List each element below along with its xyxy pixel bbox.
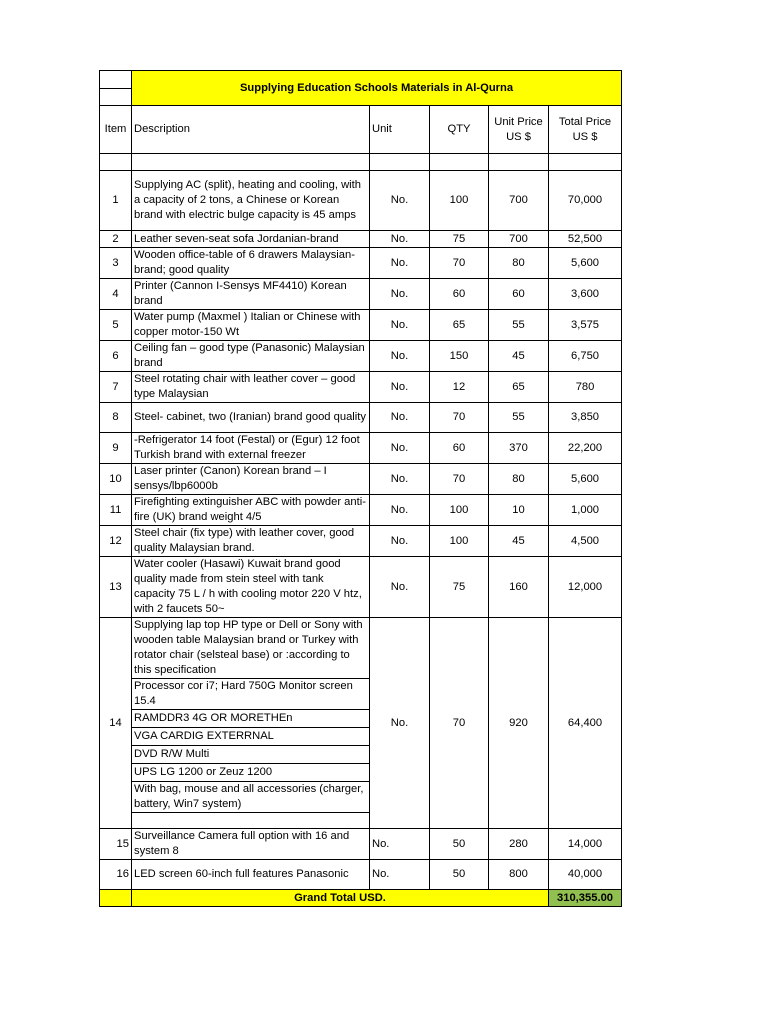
grand-total-label: Grand Total USD. (132, 890, 549, 907)
grand-total-value: 310,355.00 (549, 890, 622, 907)
item-unit-price: 80 (489, 464, 549, 495)
item-unit: No. (370, 279, 430, 310)
item-unit: No. (370, 618, 430, 829)
item-unit-price: 160 (489, 557, 549, 618)
item-spec-line: UPS LG 1200 or Zeuz 1200 (132, 764, 370, 782)
item-unit: No. (370, 372, 430, 403)
item-number: 4 (100, 279, 132, 310)
header-row (100, 106, 622, 154)
item-description: Ceiling fan – good type (Panasonic) Malaysian brand (132, 341, 370, 372)
item-qty: 75 (430, 231, 489, 248)
item-qty: 150 (430, 341, 489, 372)
item-number: 3 (100, 248, 132, 279)
table-row (100, 231, 622, 248)
item-unit: No. (370, 403, 430, 433)
item-spec-line: With bag, mouse and all accessories (charger, battery, Win7 system) (132, 782, 370, 813)
grand-total-row (100, 890, 622, 907)
item-unit: No. (370, 829, 430, 860)
item-unit-price: 60 (489, 279, 549, 310)
table-row (100, 495, 622, 526)
item-spec-line (132, 813, 370, 829)
table-row (100, 829, 622, 860)
item-total-price: 52,500 (549, 231, 622, 248)
item-total-price: 12,000 (549, 557, 622, 618)
item-qty: 65 (430, 310, 489, 341)
item-unit: No. (370, 310, 430, 341)
table-row (100, 464, 622, 495)
item-qty: 60 (430, 279, 489, 310)
item-description: Water cooler (Hasawi) Kuwait brand good quality made from stein steel with tank capacity 75 L / h with cooling motor 220 V htz, with 2 faucets 50~ (132, 557, 370, 618)
item-unit: No. (370, 341, 430, 372)
table-row (100, 557, 622, 618)
item-number: 10 (100, 464, 132, 495)
item-unit: No. (370, 248, 430, 279)
item-number: 9 (100, 433, 132, 464)
item-number: 1 (100, 171, 132, 231)
materials-table (99, 70, 622, 907)
item-description: Printer (Cannon I-Sensys MF4410) Korean brand (132, 279, 370, 310)
item-spec-line: DVD R/W Multi (132, 746, 370, 764)
item-unit: No. (370, 464, 430, 495)
item-unit: No. (370, 495, 430, 526)
table-row (100, 372, 622, 403)
item-unit-price: 10 (489, 495, 549, 526)
item-unit-price: 370 (489, 433, 549, 464)
item-description: -Refrigerator 14 foot (Festal) or (Egur) 12 foot Turkish brand with external freezer (132, 433, 370, 464)
table-row (100, 279, 622, 310)
item-description: Steel rotating chair with leather cover – good type Malaysian (132, 372, 370, 403)
item-total-price: 4,500 (549, 526, 622, 557)
item-total-price: 3,575 (549, 310, 622, 341)
table-row (100, 433, 622, 464)
item-number: 2 (100, 231, 132, 248)
item-unit: No. (370, 171, 430, 231)
blank-cell (100, 71, 132, 89)
item-total-price: 3,850 (549, 403, 622, 433)
header-unit: Unit (370, 106, 430, 154)
item-unit: No. (370, 433, 430, 464)
item-number: 16 (100, 860, 132, 890)
item-qty: 100 (430, 526, 489, 557)
item-number: 15 (100, 829, 132, 860)
item-unit-price: 700 (489, 171, 549, 231)
grand-total-blank (100, 890, 132, 907)
item-description: Laser printer (Canon) Korean brand – I sensys/lbp6000b (132, 464, 370, 495)
item-total-price: 22,200 (549, 433, 622, 464)
item-number: 11 (100, 495, 132, 526)
item-unit-price: 800 (489, 860, 549, 890)
item-total-price: 780 (549, 372, 622, 403)
item-total-price: 5,600 (549, 248, 622, 279)
item-qty: 70 (430, 248, 489, 279)
item-unit-price: 920 (489, 618, 549, 829)
item-spec-line: RAMDDR3 4G OR MORETHEn (132, 710, 370, 728)
item-description: Water pump (Maxmel ) Italian or Chinese with copper motor-150 Wt (132, 310, 370, 341)
item-unit-price: 45 (489, 526, 549, 557)
item-total-price: 1,000 (549, 495, 622, 526)
item-total-price: 3,600 (549, 279, 622, 310)
table-row (100, 403, 622, 433)
item-description: Surveillance Camera full option with 16 and system 8 (132, 829, 370, 860)
item-unit-price: 55 (489, 403, 549, 433)
item-qty: 70 (430, 403, 489, 433)
item-total-price: 6,750 (549, 341, 622, 372)
item-unit-price: 280 (489, 829, 549, 860)
item-qty: 70 (430, 618, 489, 829)
item-number: 13 (100, 557, 132, 618)
item-unit-price: 80 (489, 248, 549, 279)
item-number: 7 (100, 372, 132, 403)
item-number: 5 (100, 310, 132, 341)
item-number: 6 (100, 341, 132, 372)
item-description: Supplying AC (split), heating and cooling, with a capacity of 2 tons, a Chinese or Korean brand with electric bulge capacity is 45 amps (132, 171, 370, 231)
item-description: LED screen 60-inch full features Panasonic (132, 860, 370, 890)
table-row (100, 526, 622, 557)
item-qty: 50 (430, 829, 489, 860)
item-total-price: 5,600 (549, 464, 622, 495)
item-number: 14 (100, 618, 132, 829)
item-qty: 100 (430, 171, 489, 231)
table-row (100, 341, 622, 372)
table-row (100, 248, 622, 279)
item-spec-line: Supplying lap top HP type or Dell or Sony with wooden table Malaysian brand or Turkey with rotator chair (selsteal base) or :according to this specification (132, 618, 370, 679)
spacer-row (100, 154, 622, 171)
item-unit-price: 65 (489, 372, 549, 403)
item-spec-line: VGA CARDIG EXTERRNAL (132, 728, 370, 746)
table-row (100, 618, 622, 679)
header-unit-price: Unit Price US $ (489, 106, 549, 154)
item-total-price: 70,000 (549, 171, 622, 231)
item-qty: 12 (430, 372, 489, 403)
item-unit: No. (370, 231, 430, 248)
item-description: Leather seven-seat sofa Jordanian-brand (132, 231, 370, 248)
item-qty: 70 (430, 464, 489, 495)
item-unit: No. (370, 860, 430, 890)
sheet-title: Supplying Education Schools Materials in Al-Qurna (132, 71, 622, 106)
item-total-price: 64,400 (549, 618, 622, 829)
item-total-price: 40,000 (549, 860, 622, 890)
header-qty: QTY (430, 106, 489, 154)
item-unit: No. (370, 557, 430, 618)
header-total-price: Total Price US $ (549, 106, 622, 154)
item-qty: 100 (430, 495, 489, 526)
item-qty: 60 (430, 433, 489, 464)
item-unit-price: 55 (489, 310, 549, 341)
item-unit: No. (370, 526, 430, 557)
item-number: 12 (100, 526, 132, 557)
item-unit-price: 700 (489, 231, 549, 248)
blank-cell (100, 89, 132, 106)
item-total-price: 14,000 (549, 829, 622, 860)
item-unit-price: 45 (489, 341, 549, 372)
item-description: Steel chair (fix type) with leather cover, good quality Malaysian brand. (132, 526, 370, 557)
table-row (100, 860, 622, 890)
item-description: Firefighting extinguisher ABC with powder anti-fire (UK) brand weight 4/5 (132, 495, 370, 526)
item-description: Wooden office-table of 6 drawers Malaysian-brand; good quality (132, 248, 370, 279)
item-qty: 75 (430, 557, 489, 618)
item-number: 8 (100, 403, 132, 433)
header-description: Description (132, 106, 370, 154)
table-row (100, 310, 622, 341)
item-description: Steel- cabinet, two (Iranian) brand good quality (132, 403, 370, 433)
item-qty: 50 (430, 860, 489, 890)
header-item: Item (100, 106, 132, 154)
item-spec-line: Processor cor i7; Hard 750G Monitor screen 15.4 (132, 679, 370, 710)
table-row (100, 171, 622, 231)
